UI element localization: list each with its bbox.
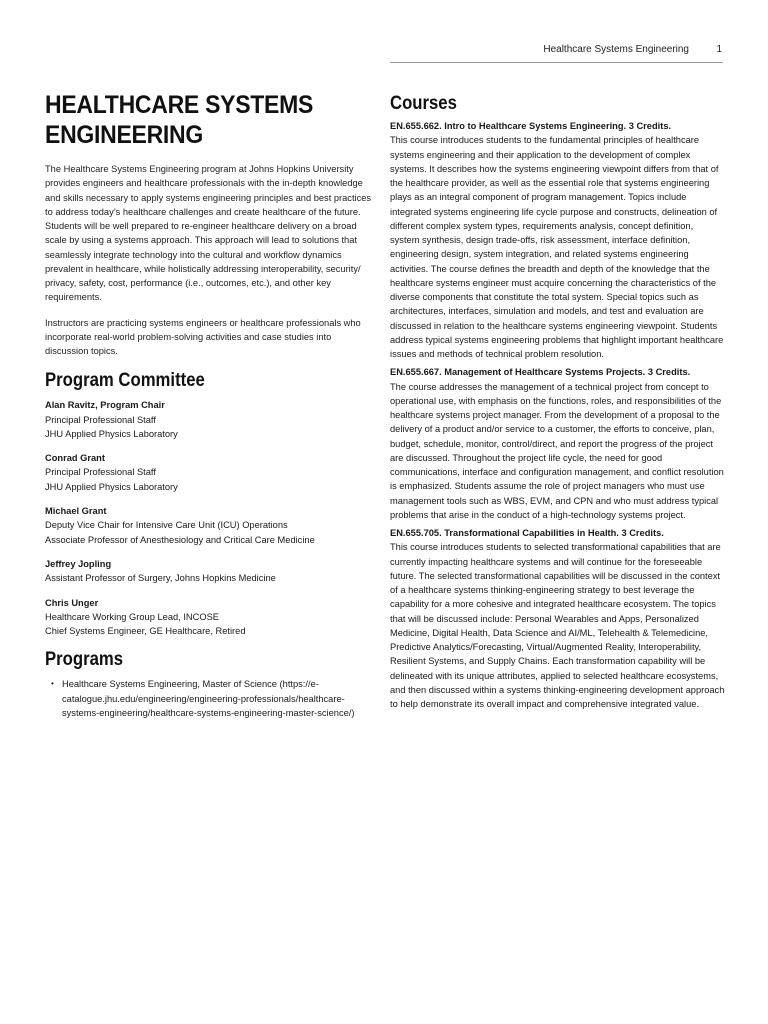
committee-heading: Program Committee bbox=[45, 370, 205, 392]
course-title: EN.655.705. Transformational Capabilities in Health. 3 Credits. bbox=[390, 528, 664, 538]
member-role: Assistant Professor of Surgery, Johns Hopkins Medicine bbox=[45, 573, 276, 584]
course-entry bbox=[390, 365, 725, 522]
course-description: This course introduces students to the fundamental principles of healthcare systems engineering and their application to the development of complex systems. It describes how the systems engineering viewpoint differs from that of the healthcare provider, as well as the essential role that systems engineering plays as an integral component of program management. Topics include integrated systems engineering life cycle purpose and constructs, delineation of different complex system types, requirements analysis, concept definition, system synthesis, design trade-offs, risk assessment, interface definition, engineering design, system integration, and related systems engineering activities. The course defines the breadth and depth of the knowledge that the healthcare systems engineer must acquire concerning the characteristics of the diverse components that constitute the total system. Special topics such as architectures, interfaces, simulation and models, and test and evaluation are discussed in relation to the healthcare systems engineering viewpoint. Students address typical systems engineering problems that highlight important healthcare issues and methods of technical problem resolution. bbox=[390, 135, 724, 359]
member-role: Principal Professional Staff bbox=[45, 414, 156, 425]
committee-member bbox=[45, 451, 377, 494]
page-title: HEALTHCARE SYSTEMS ENGINEERING bbox=[45, 91, 314, 149]
member-name: Alan Ravitz, Program Chair bbox=[45, 400, 165, 411]
bullet-icon: • bbox=[51, 679, 54, 689]
committee-member bbox=[45, 504, 377, 547]
course-title: EN.655.667. Management of Healthcare Systems Projects. 3 Credits. bbox=[390, 367, 691, 378]
member-role: Deputy Vice Chair for Intensive Care Unit (ICU) Operations bbox=[45, 520, 288, 531]
left-column bbox=[45, 90, 377, 720]
committee-member bbox=[45, 596, 377, 639]
page-number: 1 bbox=[716, 44, 722, 55]
member-affiliation: Associate Professor of Anesthesiology and Critical Care Medicine bbox=[45, 534, 315, 545]
page-header bbox=[390, 44, 722, 58]
course-entry bbox=[390, 526, 725, 711]
course-description: This course introduces students to selected transformational capabilities that are currently impacting healthcare systems and will continue for the foreseeable future. The selected transformational capabilities will be discussed in the context of a healthcare systems thinking-engineering strategy to best leverage the capability for a more cohesive and integrated healthcare ecosystem. The topics that will be discussed include: Personal Wearables and Apps, Personalized Medicine, Digital Health, Data Science and AI/ML, Telehealth & Telemedicine, Predictive Analytics/Forecasting, Virtual/Augmented Reality, Interoperability, Resilient Systems, and Supply Chains. Each transformation capability will be delineated with its unique attributes, applied to selected healthcare ecosystems, and then discussed within a systems thinking-engineering development approach to help demonstrate its overall impact and comprehensive integrated value. bbox=[390, 542, 725, 709]
member-affiliation: JHU Applied Physics Laboratory bbox=[45, 481, 178, 492]
member-role: Principal Professional Staff bbox=[45, 467, 156, 478]
course-title: EN.655.662. Intro to Healthcare Systems Engineering. 3 Credits. bbox=[390, 121, 672, 131]
program-list-item bbox=[51, 677, 377, 720]
member-name: Chris Unger bbox=[45, 597, 99, 608]
programs-heading: Programs bbox=[45, 649, 124, 671]
member-name: Conrad Grant bbox=[45, 453, 105, 464]
committee-member bbox=[45, 398, 377, 441]
member-name: Michael Grant bbox=[45, 506, 107, 517]
right-column bbox=[390, 92, 725, 715]
intro-paragraph-1: The Healthcare Systems Engineering program at Johns Hopkins University provides engineers and healthcare professionals with the in-depth knowledge and skills necessary to apply systems engineering principles and best practices to address today’s healthcare challenges and create healthcare of the future. Students will be well prepared to re-engineer healthcare delivery on a broad scale by using a systems approach. This approach will lead to solutions that seamlessly integrate technology into the cultural and workflow dynamics prevalent in healthcare, while holistically addressing interoperability, security/ privacy, safety, cost, performance (i.e., outcomes, etc.), and other key requirements. bbox=[45, 164, 372, 303]
member-affiliation: JHU Applied Physics Laboratory bbox=[45, 428, 178, 439]
courses-heading: Courses bbox=[390, 93, 457, 114]
member-name: Jeffrey Jopling bbox=[45, 558, 112, 569]
running-title: Healthcare Systems Engineering bbox=[543, 44, 689, 55]
committee-member bbox=[45, 557, 377, 586]
member-role: Healthcare Working Group Lead, INCOSE bbox=[45, 611, 219, 622]
intro-paragraph-2: Instructors are practicing systems engineers or healthcare professionals who incorporate real-world problem-solving activities and case studies into discussion topics. bbox=[45, 317, 361, 356]
course-entry bbox=[390, 119, 725, 361]
course-description: The course addresses the management of a technical project from concept to operational use, with emphasis on the functions, roles, and responsibilities of the healthcare systems project manager. From the development of a proposal to the delivery of a product and/or service to a customer, the efforts to conceive, plan, budget, schedule, monitor, control/direct, and report the progress of the project are discussed. Throughout the project life cycle, the need for good communications, interface and configuration management, and conflict resolution is emphasized. Students assume the role of project managers who must use management tools such as WBS, EVM, and CPN and who must address typical problems that arise in the conduct of a high-technology systems project. bbox=[390, 381, 724, 520]
program-link[interactable]: Healthcare Systems Engineering, Master of Science (https://e-catalogue.jhu.edu/engineering/engineering-professionals/healthcare-systems-engineering/healthcare-systems-engineering-master-science/) bbox=[62, 679, 355, 718]
program-list bbox=[45, 677, 377, 720]
header-divider bbox=[390, 62, 723, 63]
member-affiliation: Chief Systems Engineer, GE Healthcare, Retired bbox=[45, 626, 246, 637]
